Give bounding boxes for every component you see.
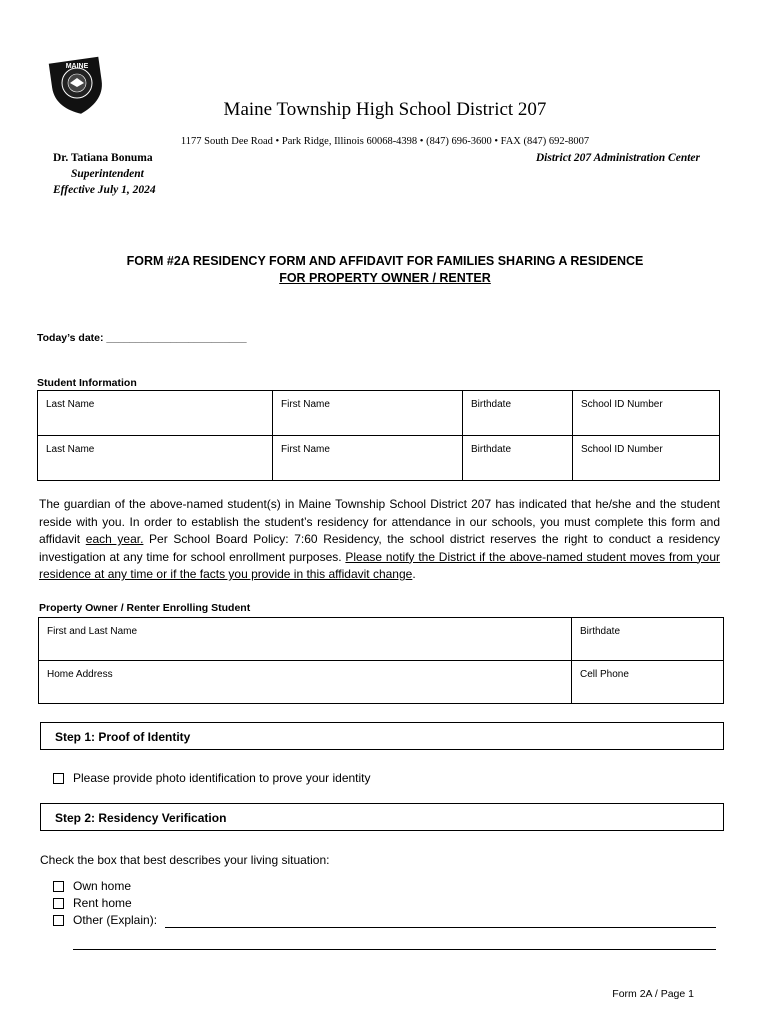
- todays-date-field[interactable]: Today’s date: ________________________: [37, 332, 247, 344]
- owner-info-table: [38, 617, 724, 704]
- rent-home-checkbox[interactable]: [53, 898, 64, 909]
- owner-info-heading: Property Owner / Renter Enrolling Student: [39, 602, 251, 614]
- superintendent-title: Superintendent: [71, 168, 144, 180]
- student-info-heading: Student Information: [37, 377, 137, 389]
- other-explain-line-2[interactable]: [73, 949, 716, 950]
- logo-text: MAINE: [65, 63, 89, 70]
- page-footer: Form 2A / Page 1: [612, 988, 694, 1000]
- admin-center: District 207 Administration Center: [535, 152, 700, 164]
- owner-name-cell[interactable]: First and Last Name: [39, 618, 572, 661]
- rent-home-label: Rent home: [73, 896, 132, 910]
- owner-phone-cell[interactable]: Cell Phone: [572, 661, 724, 704]
- student-last-name-cell[interactable]: Last Name: [38, 391, 273, 436]
- step2-label: Step 2: Residency Verification: [55, 811, 227, 825]
- owner-birthdate-cell[interactable]: Birthdate: [572, 618, 724, 661]
- other-checkbox[interactable]: [53, 915, 64, 926]
- effective-date: Effective July 1, 2024: [53, 184, 156, 196]
- table-row: [38, 436, 720, 481]
- student-id-cell[interactable]: School ID Number: [573, 436, 720, 481]
- table-row: [38, 391, 720, 436]
- student-birthdate-cell[interactable]: Birthdate: [463, 436, 573, 481]
- photo-id-label: Please provide photo identification to prove your identity: [73, 771, 371, 785]
- student-first-name-cell[interactable]: First Name: [273, 391, 463, 436]
- student-first-name-cell[interactable]: First Name: [273, 436, 463, 481]
- student-last-name-cell[interactable]: Last Name: [38, 436, 273, 481]
- photo-id-checkbox[interactable]: [53, 773, 64, 784]
- step1-box: [40, 722, 724, 750]
- address-line: 1177 South Dee Road • Park Ridge, Illinois 60068-4398 • (847) 696-3600 • FAX (847) 692-8007: [180, 136, 590, 147]
- student-birthdate-cell[interactable]: Birthdate: [463, 391, 573, 436]
- step2-box: [40, 803, 724, 831]
- own-home-label: Own home: [73, 879, 132, 893]
- district-title: Maine Township High School District 207: [223, 99, 547, 120]
- student-id-cell[interactable]: School ID Number: [573, 391, 720, 436]
- form-title-line2: FOR PROPERTY OWNER / RENTER: [279, 271, 491, 285]
- student-info-table: [37, 390, 720, 481]
- form-title-line1: FORM #2A RESIDENCY FORM AND AFFIDAVIT FOR FAMILIES SHARING A RESIDENCE: [126, 254, 644, 268]
- other-explain-line[interactable]: [165, 927, 716, 928]
- other-label: Other (Explain):: [73, 913, 158, 927]
- guardian-paragraph: The guardian of the above-named student(s) in Maine Township School District 207 has indicated that he/she and the student reside with you. In order to establish the student’s residency for attendance in our schools, you must complete this form and affidavit each year. Per School Board Policy: 7:60 Residency, the school district reserves the right to conduct a residency investigation at any time for school enrollment purposes. Please notify the District if the above-named student moves from your residence at any time or if the facts you provide in this affidavit change.: [39, 497, 721, 581]
- living-situation-prompt: Check the box that best describes your living situation:: [40, 853, 330, 867]
- superintendent-name: Dr. Tatiana Bonuma: [53, 152, 153, 164]
- form-title: [0, 253, 770, 287]
- step1-label: Step 1: Proof of Identity: [55, 730, 191, 744]
- table-row: [39, 661, 724, 704]
- table-row: [39, 618, 724, 661]
- owner-address-cell[interactable]: Home Address: [39, 661, 572, 704]
- own-home-checkbox[interactable]: [53, 881, 64, 892]
